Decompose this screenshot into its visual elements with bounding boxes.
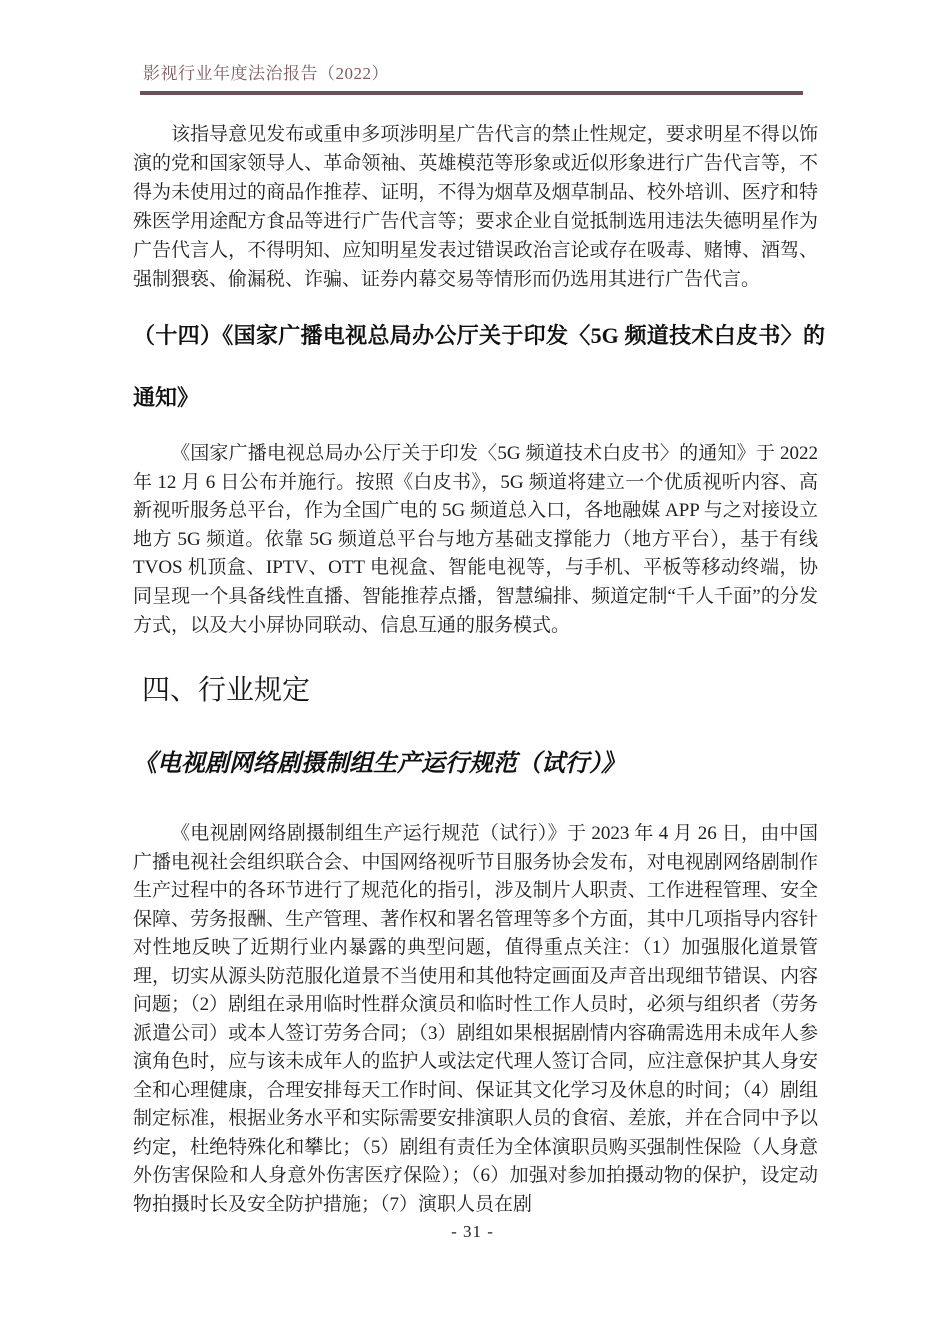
paragraph-5g-channel-white-paper: 《国家广播电视总局办公厅关于印发〈5G 频道技术白皮书〉的通知》于 2022 年 12 月 6 日公布并施行。按照《白皮书》，5G 频道将建立一个优质视听内容、高新视听服务总平台，作为全国广电的 5G 频道总入口，各地融媒 APP 与之对接设立地方 5G 频道。依靠 5G 频道总平台与地方基础支撑能力（地方平台），基于有线 TVOS 机顶盒、IPTV、OTT 电视盒、智能电视等，与手机、平板等移动终端，协同呈现一个具备线性直播、智能推荐点播，智慧编排、频道定制“千人千面”的分发方式，以及大小屏协同联动、信息互通的服务模式。 [133, 443, 818, 636]
section-heading-industry-regulations: 四、行业规定 [142, 674, 311, 705]
running-header-title: 影视行业年度法治报告（2022） [143, 64, 389, 83]
header-rule [140, 91, 803, 95]
paragraph-advertising-endorsement-rules: 该指导意见发布或重申多项涉明星广告代言的禁止性规定，要求明星不得以饰演的党和国家领导人、革命领袖、英雄模范等形象或近似形象进行广告代言等，不得为未使用过的商品作推荐、证明，不得为烟草及烟草制品、校外培训、医疗和特殊医学用途配方食品等进行广告代言等；要求企业自觉抵制选用违法失德明星作为广告代言人，不得明知、应知明星发表过错误政治言论或存在吸毒、赌博、酒驾、强制猥亵、偷漏税、诈骗、证券内幕交易等情形而仍选用其进行广告代言。 [133, 124, 818, 290]
paragraph-production-operation-spec: 《电视剧网络剧摄制组生产运行规范（试行）》于 2023 年 4 月 26 日，由中国广播电视社会组织联合会、中国网络视听节目服务协会发布，对电视剧网络剧制作生产过程中的各环节进行了规范化的指引，涉及制片人职责、工作进程管理、安全保障、劳务报酬、生产管理、著作权和署名管理等多个方面，其中几项指导内容针对性地反映了近期行业内暴露的典型问题，值得重点关注：（1）加强服化道景管理，切实从源头防范服化道景不当使用和其他特定画面及声音出现细节错误、内容问题；（2）剧组在录用临时性群众演员和临时性工作人员时，必须与组织者（劳务派遣公司）或本人签订劳务合同；（3）剧组如果根据剧情内容确需选用未成年人参演角色时，应与该未成年人的监护人或法定代理人签订合同，应注意保护其人身安全和心理健康，合理安排每天工作时间、保证其文化学习及休息的时间；（4）剧组制定标准，根据业务水平和实际需要安排演职人员的食宿、差旅，并在合同中予以约定，杜绝特殊化和攀比；（5）剧组有责任为全体演职员购买强制性保险（人身意外伤害保险和人身意外伤害医疗保险）；（6）加强对参加拍摄动物的保护，设定动物拍摄时长及安全防护措施；（7）演职人员在剧 [133, 823, 818, 1215]
heading-item-14-5g-white-paper-notice: （十四）《国家广播电视总局办公厅关于印发〈5G 频道技术白皮书〉的通知》 [133, 323, 825, 410]
footer-page-number: - 31 - [451, 1222, 494, 1241]
subheading-tv-drama-production-spec: 《电视剧网络剧摄制组生产运行规范（试行）》 [133, 751, 625, 777]
